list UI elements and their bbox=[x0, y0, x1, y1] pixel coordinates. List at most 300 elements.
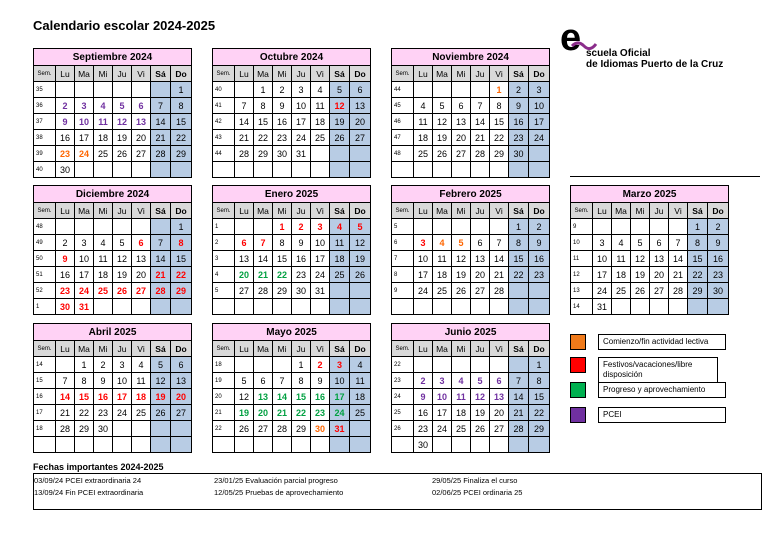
day-cell bbox=[509, 162, 529, 178]
day-cell: 17 bbox=[75, 267, 94, 283]
day-cell bbox=[708, 299, 729, 315]
day-cell: 4 bbox=[311, 82, 330, 98]
month-title: Octubre 2024 bbox=[213, 49, 371, 66]
day-cell bbox=[75, 162, 94, 178]
day-cell: 14 bbox=[490, 251, 509, 267]
day-cell: 24 bbox=[529, 130, 550, 146]
day-cell bbox=[612, 299, 631, 315]
day-cell bbox=[254, 437, 273, 453]
legend-swatch bbox=[570, 407, 586, 423]
day-cell bbox=[490, 162, 509, 178]
day-cell bbox=[56, 357, 75, 373]
day-header: Mi bbox=[452, 341, 471, 357]
day-cell: 24 bbox=[311, 267, 330, 283]
day-cell bbox=[132, 219, 151, 235]
day-header: Ma bbox=[254, 203, 273, 219]
day-header: Sá bbox=[330, 203, 350, 219]
day-cell: 24 bbox=[433, 421, 452, 437]
week-number: 2 bbox=[213, 235, 235, 251]
day-cell: 18 bbox=[94, 267, 113, 283]
day-cell: 8 bbox=[254, 98, 273, 114]
day-cell: 23 bbox=[414, 421, 433, 437]
day-cell bbox=[350, 283, 371, 299]
day-cell bbox=[350, 162, 371, 178]
day-cell: 28 bbox=[254, 283, 273, 299]
day-cell bbox=[75, 437, 94, 453]
week-number: 5 bbox=[392, 219, 414, 235]
day-cell: 5 bbox=[631, 235, 650, 251]
day-cell: 18 bbox=[311, 114, 330, 130]
day-cell: 16 bbox=[529, 251, 550, 267]
day-cell: 26 bbox=[113, 146, 132, 162]
day-cell: 25 bbox=[132, 405, 151, 421]
day-cell: 3 bbox=[75, 235, 94, 251]
day-cell: 3 bbox=[593, 235, 612, 251]
day-cell bbox=[330, 437, 350, 453]
day-cell: 7 bbox=[471, 98, 490, 114]
day-cell: 5 bbox=[452, 235, 471, 251]
day-cell bbox=[350, 421, 371, 437]
day-cell: 29 bbox=[75, 421, 94, 437]
day-cell: 20 bbox=[171, 389, 192, 405]
day-header: Ju bbox=[113, 203, 132, 219]
day-cell: 23 bbox=[708, 267, 729, 283]
day-cell: 14 bbox=[254, 251, 273, 267]
day-cell: 16 bbox=[56, 130, 75, 146]
day-cell: 12 bbox=[151, 373, 171, 389]
day-cell: 31 bbox=[593, 299, 612, 315]
day-cell bbox=[235, 219, 254, 235]
day-cell: 5 bbox=[113, 235, 132, 251]
week-number: 43 bbox=[213, 130, 235, 146]
day-cell bbox=[56, 219, 75, 235]
day-cell: 25 bbox=[452, 421, 471, 437]
day-cell: 25 bbox=[414, 146, 433, 162]
day-cell: 8 bbox=[688, 235, 708, 251]
day-cell: 14 bbox=[56, 389, 75, 405]
day-cell: 23 bbox=[311, 405, 330, 421]
day-cell: 3 bbox=[529, 82, 550, 98]
day-cell: 14 bbox=[151, 251, 171, 267]
day-cell: 12 bbox=[433, 114, 452, 130]
day-cell: 24 bbox=[75, 146, 94, 162]
day-cell: 26 bbox=[631, 283, 650, 299]
day-header: Vi bbox=[311, 203, 330, 219]
day-cell: 20 bbox=[452, 130, 471, 146]
day-cell: 13 bbox=[452, 114, 471, 130]
day-cell: 8 bbox=[273, 235, 292, 251]
day-header: Vi bbox=[132, 203, 151, 219]
day-cell bbox=[273, 437, 292, 453]
day-header: Ju bbox=[471, 341, 490, 357]
day-cell: 14 bbox=[669, 251, 688, 267]
day-cell: 27 bbox=[132, 146, 151, 162]
week-number: 47 bbox=[392, 130, 414, 146]
day-cell: 20 bbox=[471, 267, 490, 283]
day-cell: 31 bbox=[292, 146, 311, 162]
day-cell bbox=[151, 421, 171, 437]
day-cell: 17 bbox=[292, 114, 311, 130]
day-cell: 10 bbox=[414, 251, 433, 267]
day-cell bbox=[171, 421, 192, 437]
day-cell: 11 bbox=[414, 114, 433, 130]
day-cell: 27 bbox=[350, 130, 371, 146]
week-number: 7 bbox=[392, 251, 414, 267]
day-cell: 11 bbox=[94, 114, 113, 130]
day-cell: 18 bbox=[94, 130, 113, 146]
day-cell: 30 bbox=[708, 283, 729, 299]
day-cell bbox=[254, 162, 273, 178]
day-header: Ju bbox=[113, 341, 132, 357]
day-header: Ma bbox=[75, 203, 94, 219]
day-cell bbox=[330, 299, 350, 315]
day-cell: 6 bbox=[452, 98, 471, 114]
day-cell: 30 bbox=[56, 299, 75, 315]
day-cell: 26 bbox=[452, 283, 471, 299]
day-cell: 22 bbox=[292, 405, 311, 421]
month-calendar bbox=[33, 185, 191, 315]
day-cell: 6 bbox=[650, 235, 669, 251]
day-header: Ju bbox=[292, 203, 311, 219]
day-cell: 2 bbox=[414, 373, 433, 389]
day-cell: 4 bbox=[452, 373, 471, 389]
day-cell: 27 bbox=[235, 283, 254, 299]
day-cell: 13 bbox=[254, 389, 273, 405]
day-cell: 25 bbox=[612, 283, 631, 299]
day-cell: 1 bbox=[509, 219, 529, 235]
day-cell: 12 bbox=[113, 114, 132, 130]
logo-line-1: scuela Oficial bbox=[586, 48, 651, 59]
day-header: Do bbox=[171, 341, 192, 357]
week-number: 5 bbox=[213, 283, 235, 299]
day-cell bbox=[273, 162, 292, 178]
day-cell: 30 bbox=[292, 283, 311, 299]
day-cell bbox=[292, 162, 311, 178]
day-cell bbox=[529, 146, 550, 162]
day-header: Ju bbox=[113, 66, 132, 82]
month-calendar bbox=[33, 323, 191, 453]
day-cell: 6 bbox=[235, 235, 254, 251]
day-cell: 18 bbox=[350, 389, 371, 405]
day-cell: 23 bbox=[94, 405, 113, 421]
day-cell: 30 bbox=[56, 162, 75, 178]
day-cell: 24 bbox=[414, 283, 433, 299]
day-cell: 30 bbox=[311, 421, 330, 437]
day-cell: 22 bbox=[273, 267, 292, 283]
day-cell bbox=[113, 421, 132, 437]
day-cell: 21 bbox=[273, 405, 292, 421]
day-cell bbox=[509, 357, 529, 373]
week-number: 9 bbox=[571, 219, 593, 235]
day-cell: 13 bbox=[490, 389, 509, 405]
day-cell: 4 bbox=[330, 219, 350, 235]
day-cell: 5 bbox=[350, 219, 371, 235]
day-cell: 5 bbox=[330, 82, 350, 98]
day-header: Ma bbox=[433, 203, 452, 219]
day-cell: 20 bbox=[350, 114, 371, 130]
day-header: Mi bbox=[94, 341, 113, 357]
day-cell: 29 bbox=[254, 146, 273, 162]
day-header: Mi bbox=[273, 341, 292, 357]
day-cell: 1 bbox=[490, 82, 509, 98]
day-cell: 3 bbox=[414, 235, 433, 251]
day-cell: 9 bbox=[708, 235, 729, 251]
day-cell bbox=[235, 437, 254, 453]
week-number: 20 bbox=[213, 389, 235, 405]
day-cell: 7 bbox=[509, 373, 529, 389]
week-number: 18 bbox=[34, 421, 56, 437]
day-header: Ju bbox=[650, 203, 669, 219]
day-cell bbox=[414, 357, 433, 373]
day-cell: 10 bbox=[292, 98, 311, 114]
week-number: 24 bbox=[392, 389, 414, 405]
day-cell bbox=[132, 437, 151, 453]
day-cell: 15 bbox=[688, 251, 708, 267]
day-cell: 18 bbox=[132, 389, 151, 405]
day-header: Mi bbox=[631, 203, 650, 219]
day-cell: 19 bbox=[151, 389, 171, 405]
day-cell: 15 bbox=[509, 251, 529, 267]
month-title: Marzo 2025 bbox=[571, 186, 729, 203]
day-cell: 31 bbox=[330, 421, 350, 437]
week-number: 6 bbox=[392, 235, 414, 251]
day-cell: 16 bbox=[311, 389, 330, 405]
week-number: 4 bbox=[213, 267, 235, 283]
day-cell: 1 bbox=[273, 219, 292, 235]
day-cell: 26 bbox=[151, 405, 171, 421]
day-cell: 29 bbox=[490, 146, 509, 162]
week-number bbox=[392, 437, 414, 453]
day-cell: 9 bbox=[311, 373, 330, 389]
day-cell: 13 bbox=[350, 98, 371, 114]
week-number: 50 bbox=[34, 251, 56, 267]
day-cell bbox=[350, 299, 371, 315]
legend-label: Comienzo/fin actividad lectiva bbox=[598, 334, 726, 350]
day-cell bbox=[509, 437, 529, 453]
day-cell bbox=[433, 357, 452, 373]
day-cell bbox=[292, 437, 311, 453]
day-header: Ju bbox=[292, 341, 311, 357]
day-header: Lu bbox=[235, 203, 254, 219]
day-cell: 3 bbox=[330, 357, 350, 373]
day-cell: 1 bbox=[529, 357, 550, 373]
day-cell: 7 bbox=[235, 98, 254, 114]
day-cell: 6 bbox=[471, 235, 490, 251]
day-cell: 29 bbox=[171, 283, 192, 299]
day-cell: 17 bbox=[433, 405, 452, 421]
day-cell bbox=[330, 162, 350, 178]
day-cell: 22 bbox=[509, 267, 529, 283]
day-cell: 27 bbox=[471, 283, 490, 299]
day-cell: 20 bbox=[132, 267, 151, 283]
day-cell: 13 bbox=[132, 251, 151, 267]
day-cell bbox=[235, 299, 254, 315]
day-cell: 18 bbox=[612, 267, 631, 283]
important-dates-title: Fechas importantes 2024-2025 bbox=[33, 462, 164, 472]
day-cell bbox=[529, 437, 550, 453]
day-cell: 5 bbox=[471, 373, 490, 389]
day-cell: 28 bbox=[509, 421, 529, 437]
month-title: Noviembre 2024 bbox=[392, 49, 550, 66]
day-cell: 24 bbox=[113, 405, 132, 421]
day-cell: 13 bbox=[132, 114, 151, 130]
week-number: 26 bbox=[392, 421, 414, 437]
day-cell bbox=[132, 421, 151, 437]
day-header: Sá bbox=[151, 66, 171, 82]
day-cell: 28 bbox=[669, 283, 688, 299]
day-cell: 19 bbox=[113, 267, 132, 283]
day-header: Ju bbox=[292, 66, 311, 82]
day-cell: 15 bbox=[273, 251, 292, 267]
day-cell: 15 bbox=[529, 389, 550, 405]
day-cell: 27 bbox=[132, 283, 151, 299]
day-cell: 29 bbox=[273, 283, 292, 299]
day-cell: 1 bbox=[292, 357, 311, 373]
day-cell bbox=[452, 82, 471, 98]
day-cell: 21 bbox=[509, 405, 529, 421]
day-cell: 23 bbox=[56, 283, 75, 299]
day-cell bbox=[235, 162, 254, 178]
day-cell: 29 bbox=[529, 421, 550, 437]
day-cell: 19 bbox=[631, 267, 650, 283]
day-cell bbox=[593, 219, 612, 235]
day-cell: 19 bbox=[350, 251, 371, 267]
day-cell bbox=[273, 299, 292, 315]
day-cell: 8 bbox=[529, 373, 550, 389]
day-cell: 6 bbox=[490, 373, 509, 389]
month-calendar bbox=[212, 48, 370, 178]
day-cell bbox=[414, 219, 433, 235]
day-header: Mi bbox=[94, 66, 113, 82]
day-header: Vi bbox=[132, 341, 151, 357]
day-cell bbox=[75, 82, 94, 98]
page-title: Calendario escolar 2024-2025 bbox=[33, 18, 216, 33]
day-cell bbox=[254, 219, 273, 235]
day-cell bbox=[452, 219, 471, 235]
day-cell: 6 bbox=[350, 82, 371, 98]
day-cell: 17 bbox=[330, 389, 350, 405]
day-cell: 11 bbox=[350, 373, 371, 389]
day-cell: 21 bbox=[151, 267, 171, 283]
day-cell: 10 bbox=[433, 389, 452, 405]
day-cell: 7 bbox=[151, 98, 171, 114]
day-cell: 2 bbox=[273, 82, 292, 98]
day-header: Sá bbox=[151, 203, 171, 219]
day-cell bbox=[688, 299, 708, 315]
day-cell: 13 bbox=[235, 251, 254, 267]
week-number: 15 bbox=[34, 373, 56, 389]
day-cell: 7 bbox=[490, 235, 509, 251]
important-date: 29/05/25 Finaliza el curso bbox=[432, 476, 518, 485]
day-cell: 28 bbox=[471, 146, 490, 162]
day-cell: 20 bbox=[132, 130, 151, 146]
day-cell: 4 bbox=[94, 98, 113, 114]
day-cell: 21 bbox=[151, 130, 171, 146]
week-number bbox=[213, 437, 235, 453]
day-cell: 17 bbox=[414, 267, 433, 283]
day-cell: 22 bbox=[171, 130, 192, 146]
day-cell: 30 bbox=[273, 146, 292, 162]
day-header: Sem. bbox=[213, 341, 235, 357]
day-header: Do bbox=[350, 341, 371, 357]
important-dates-box bbox=[33, 473, 762, 510]
day-cell: 8 bbox=[75, 373, 94, 389]
day-cell: 12 bbox=[330, 98, 350, 114]
day-cell: 26 bbox=[471, 421, 490, 437]
day-cell: 10 bbox=[593, 251, 612, 267]
day-cell: 2 bbox=[94, 357, 113, 373]
week-number: 18 bbox=[213, 357, 235, 373]
day-cell: 10 bbox=[75, 251, 94, 267]
day-cell: 31 bbox=[311, 283, 330, 299]
day-cell: 13 bbox=[650, 251, 669, 267]
day-cell: 29 bbox=[292, 421, 311, 437]
important-date: 03/09/24 PCEI extraordinaria 24 bbox=[34, 476, 142, 485]
day-cell: 26 bbox=[350, 267, 371, 283]
day-cell: 11 bbox=[452, 389, 471, 405]
day-cell: 23 bbox=[56, 146, 75, 162]
day-cell bbox=[433, 299, 452, 315]
day-cell: 1 bbox=[254, 82, 273, 98]
day-cell bbox=[529, 299, 550, 315]
week-number: 13 bbox=[571, 283, 593, 299]
day-cell: 8 bbox=[292, 373, 311, 389]
legend-label: Festivos/vacaciones/libre disposición bbox=[598, 357, 718, 383]
day-cell: 27 bbox=[650, 283, 669, 299]
day-cell bbox=[171, 162, 192, 178]
day-cell: 2 bbox=[708, 219, 729, 235]
day-cell: 20 bbox=[490, 405, 509, 421]
day-cell bbox=[631, 299, 650, 315]
day-header: Vi bbox=[132, 66, 151, 82]
day-cell: 14 bbox=[273, 389, 292, 405]
day-cell: 21 bbox=[471, 130, 490, 146]
day-cell: 14 bbox=[471, 114, 490, 130]
week-number: 37 bbox=[34, 114, 56, 130]
day-cell: 25 bbox=[350, 405, 371, 421]
day-cell bbox=[414, 82, 433, 98]
day-cell: 11 bbox=[612, 251, 631, 267]
day-cell bbox=[529, 283, 550, 299]
day-cell: 11 bbox=[132, 373, 151, 389]
day-cell: 11 bbox=[330, 235, 350, 251]
month-title: Junio 2025 bbox=[392, 324, 550, 341]
day-cell: 10 bbox=[311, 235, 330, 251]
month-title: Diciembre 2024 bbox=[34, 186, 192, 203]
day-cell bbox=[612, 219, 631, 235]
day-cell: 15 bbox=[75, 389, 94, 405]
day-cell: 12 bbox=[452, 251, 471, 267]
day-cell: 26 bbox=[113, 283, 132, 299]
day-cell: 31 bbox=[75, 299, 94, 315]
day-cell: 19 bbox=[471, 405, 490, 421]
day-cell: 7 bbox=[151, 235, 171, 251]
day-cell: 14 bbox=[509, 389, 529, 405]
day-cell: 14 bbox=[235, 114, 254, 130]
day-cell: 15 bbox=[490, 114, 509, 130]
separator-line bbox=[570, 176, 760, 177]
day-cell: 7 bbox=[273, 373, 292, 389]
day-cell bbox=[151, 437, 171, 453]
day-header: Sem. bbox=[34, 203, 56, 219]
day-header: Sá bbox=[330, 66, 350, 82]
day-cell: 15 bbox=[171, 251, 192, 267]
day-cell: 29 bbox=[171, 146, 192, 162]
month-title: Febrero 2025 bbox=[392, 186, 550, 203]
day-header: Mi bbox=[273, 203, 292, 219]
week-number: 35 bbox=[34, 82, 56, 98]
day-cell bbox=[350, 146, 371, 162]
